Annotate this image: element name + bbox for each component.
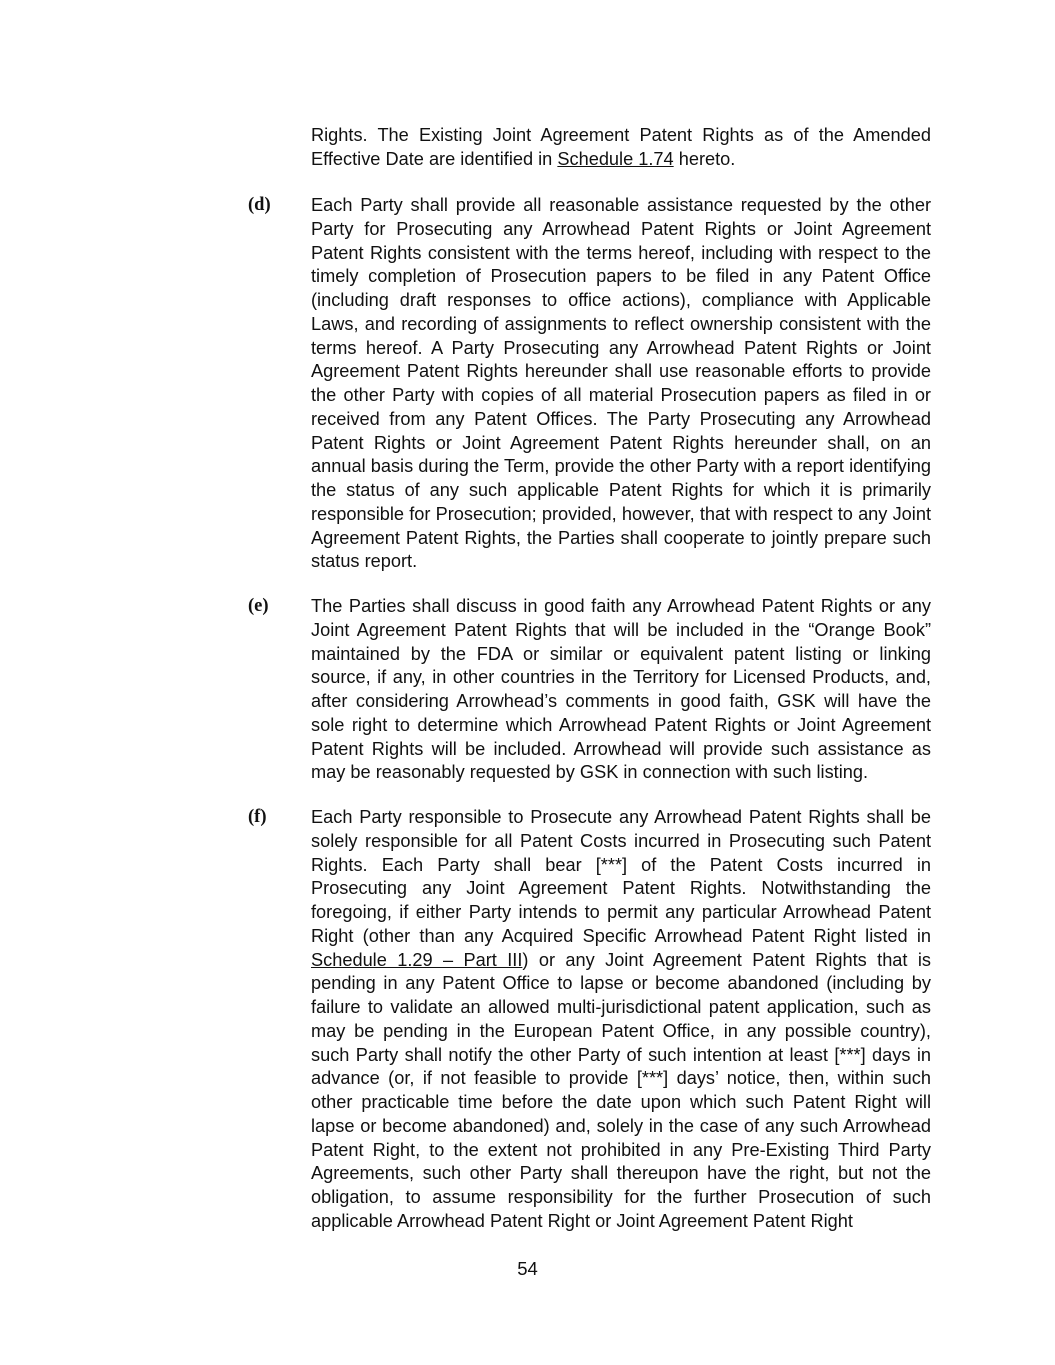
page-number: 54: [517, 1258, 538, 1279]
section-e-text: The Parties shall discuss in good faith any Arrowhead Patent Rights or any Joint Agreement Patent Rights that will be included in the “Orange Book” maintained by the FDA or similar or equivalent patent listing or linking source, if any, in other countries in the Territory for Licensed Products, and, after considering Arrowhead’s comments in good faith, GSK will have the sole right to determine which Arrowhead Patent Rights or Joint Agreement Patent Rights will be included. Arrowhead will provide such assistance as may be reasonably requested by GSK in connection with such listing.: [311, 596, 931, 783]
section-d-text: Each Party shall provide all reasonable assistance requested by the other Party for Prosecuting any Arrowhead Patent Rights or Joint Agreement Patent Rights consistent with the terms hereof, including with respect to the timely completion of Prosecution papers to be filed in any Patent Office (including draft responses to office actions), compliance with Applicable Laws, and recording of assignments to reflect ownership consistent with the terms hereof. A Party Prosecuting any Arrowhead Patent Rights or Joint Agreement Patent Rights hereunder shall use reasonable efforts to provide the other Party with copies of all material Prosecution papers as filed in or received from any Patent Offices. The Party Prosecuting any Arrowhead Patent Rights or Joint Agreement Patent Rights hereunder shall, on an annual basis during the Term, provide the other Party with a report identifying the status of any such applicable Patent Rights for which it is primarily responsible for Prosecution; provided, however, that with respect to any Joint Agreement Patent Rights, the Parties shall cooperate to jointly prepare such status report.: [311, 195, 931, 572]
continuation-paragraph: [311, 124, 931, 172]
continuation-text-before: Rights. The Existing Joint Agreement Patent Rights as of the Amended Effective Date are identified in: [311, 125, 931, 169]
section-f-label: (f): [248, 807, 267, 827]
section-d-label: (d): [248, 195, 271, 215]
section-e-label: (e): [248, 596, 269, 616]
schedule-1-74-reference: Schedule 1.74: [557, 148, 674, 169]
section-f-paragraph: [311, 806, 931, 1234]
section-f-text-before: Each Party responsible to Prosecute any Arrowhead Patent Rights shall be solely responsible for all Patent Costs incurred in Prosecuting such Patent Rights. Each Party shall bear [***] of the Patent Costs incurred in Prosecuting any Joint Agreement Patent Rights. Notwithstanding the foregoing, if either Party intends to permit any particular Arrowhead Patent Right (other than any Acquired Specific Arrowhead Patent Right listed in: [311, 807, 931, 946]
schedule-1-29-reference: Schedule 1.29 – Part III: [311, 949, 523, 970]
continuation-text-after: hereto.: [673, 148, 736, 169]
section-f-text-after: ) or any Joint Agreement Patent Rights that is pending in any Patent Office to lapse or become abandoned (including by failure to validate an allowed multi-jurisdictional patent application, such as may be pending in the European Patent Office, in any possible country), such Party shall notify the other Party of such intention at least [***] days in advance (or, if not feasible to provide [***] days’ notice, then, within such other practicable time before the date upon which such Patent Right will lapse or become abandoned) and, solely in the case of any such Arrowhead Patent Right, to the extent not prohibited in any Pre-Existing Third Party Agreements, such other Party shall thereupon have the right, but not the obligation, to assume responsibility for the further Prosecution of such applicable Arrowhead Patent Right or Joint Agreement Patent Right: [311, 949, 931, 1231]
